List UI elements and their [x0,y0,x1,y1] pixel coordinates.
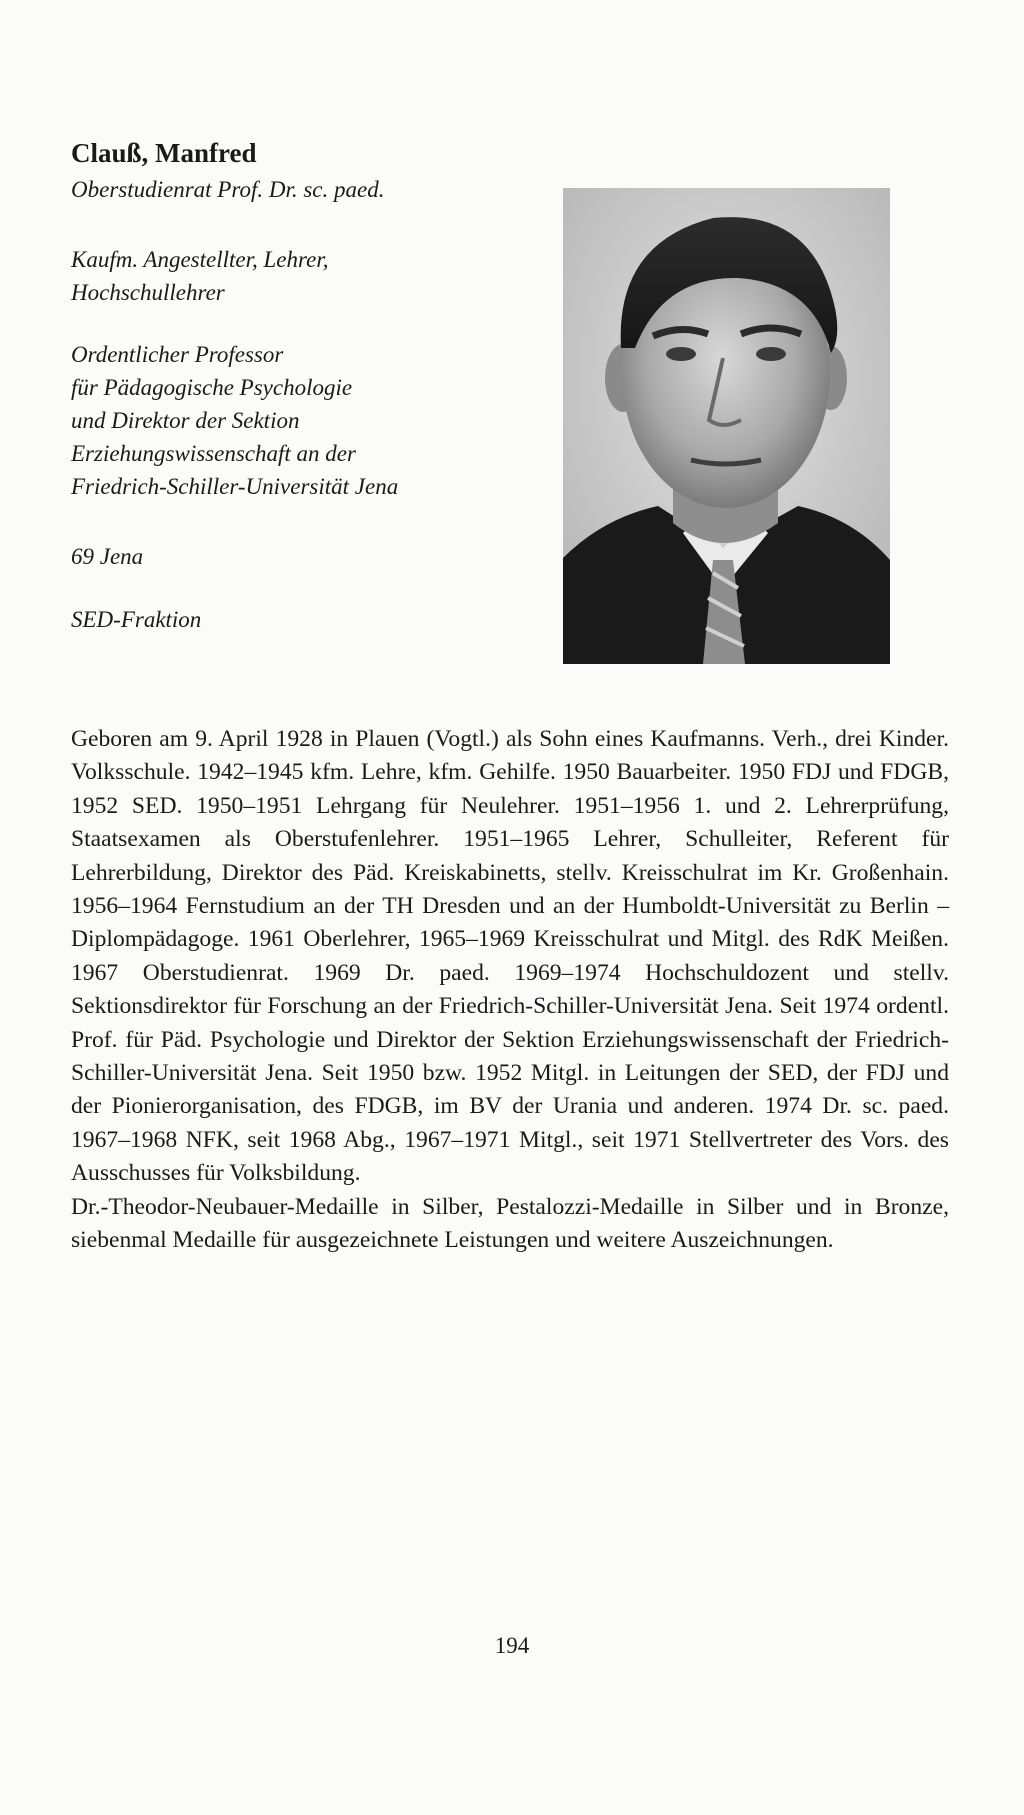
position-line: Ordentlicher Professor [71,342,284,367]
person-title: Oberstudienrat Prof. Dr. sc. paed. [71,177,385,202]
professions [71,243,511,309]
biography-text [71,723,949,1258]
location: 69 Jena [71,544,144,569]
profession-line: Kaufm. Angestellter, Lehrer, [71,247,329,272]
biography-paragraph: Geboren am 9. April 1928 in Plauen (Vogtl.) als Sohn eines Kaufmanns. Verh., drei Kinder. Volksschule. 1942–1945 kfm. Lehre, kfm. Gehilfe. 1950 Bauarbeiter. 1950 FDJ und FDGB, 1952 SED. 1950–1951 Lehrgang für Neulehrer. 1951–1956 1. und 2. Lehrerprüfung, Staatsexamen als Oberstufenlehrer. 1951–1965 Lehrer, Schulleiter, Referent für Lehrerbildung, Direktor des Päd. Kreiskabinetts, stellv. Kreisschulrat im Kr. Großenhain. 1956–1964 Fernstudium an der TH Dresden und an der Humboldt-Universität zu Berlin – Diplompädagoge. 1961 Oberlehrer, 1965–1969 Kreisschulrat und Mitgl. des RdK Meißen. 1967 Oberstudienrat. 1969 Dr. paed. 1969–1974 Hochschuldozent und stellv. Sektionsdirektor für Forschung an der Friedrich-Schiller-Universität Jena. Seit 1974 ordentl. Prof. für Päd. Psychologie und Direktor der Sektion Erziehungswissenschaft der Friedrich-Schiller-Universität Jena. Seit 1950 bzw. 1952 Mitgl. in Leitungen der SED, der FDJ und der Pionierorganisation, des FDGB, im BV der Urania und anderen. 1974 Dr. sc. paed. 1967–1968 NFK, seit 1968 Abg., 1967–1971 Mitgl., seit 1971 Stellvertreter des Vors. des Ausschusses für Volksbildung. [71,726,949,1187]
position-line: Friedrich-Schiller-Universität Jena [71,474,399,499]
portrait-photo [563,188,890,664]
position-block [71,338,511,503]
awards-paragraph: Dr.-Theodor-Neubauer-Medaille in Silber, Pestalozzi-Medaille in Silber und in Bronze, siebenmal Medaille für ausgezeichnete Leistungen und weitere Auszeichnungen. [71,1193,949,1254]
position-line: und Direktor der Sektion [71,408,300,433]
person-name: Clauß, Manfred [71,138,257,168]
faction: SED-Fraktion [71,607,202,632]
profession-line: Hochschullehrer [71,280,225,305]
position-line: Erziehungswissenschaft an der [71,441,356,466]
page-number: 194 [494,1633,530,1658]
position-line: für Pädagogische Psychologie [71,375,353,400]
